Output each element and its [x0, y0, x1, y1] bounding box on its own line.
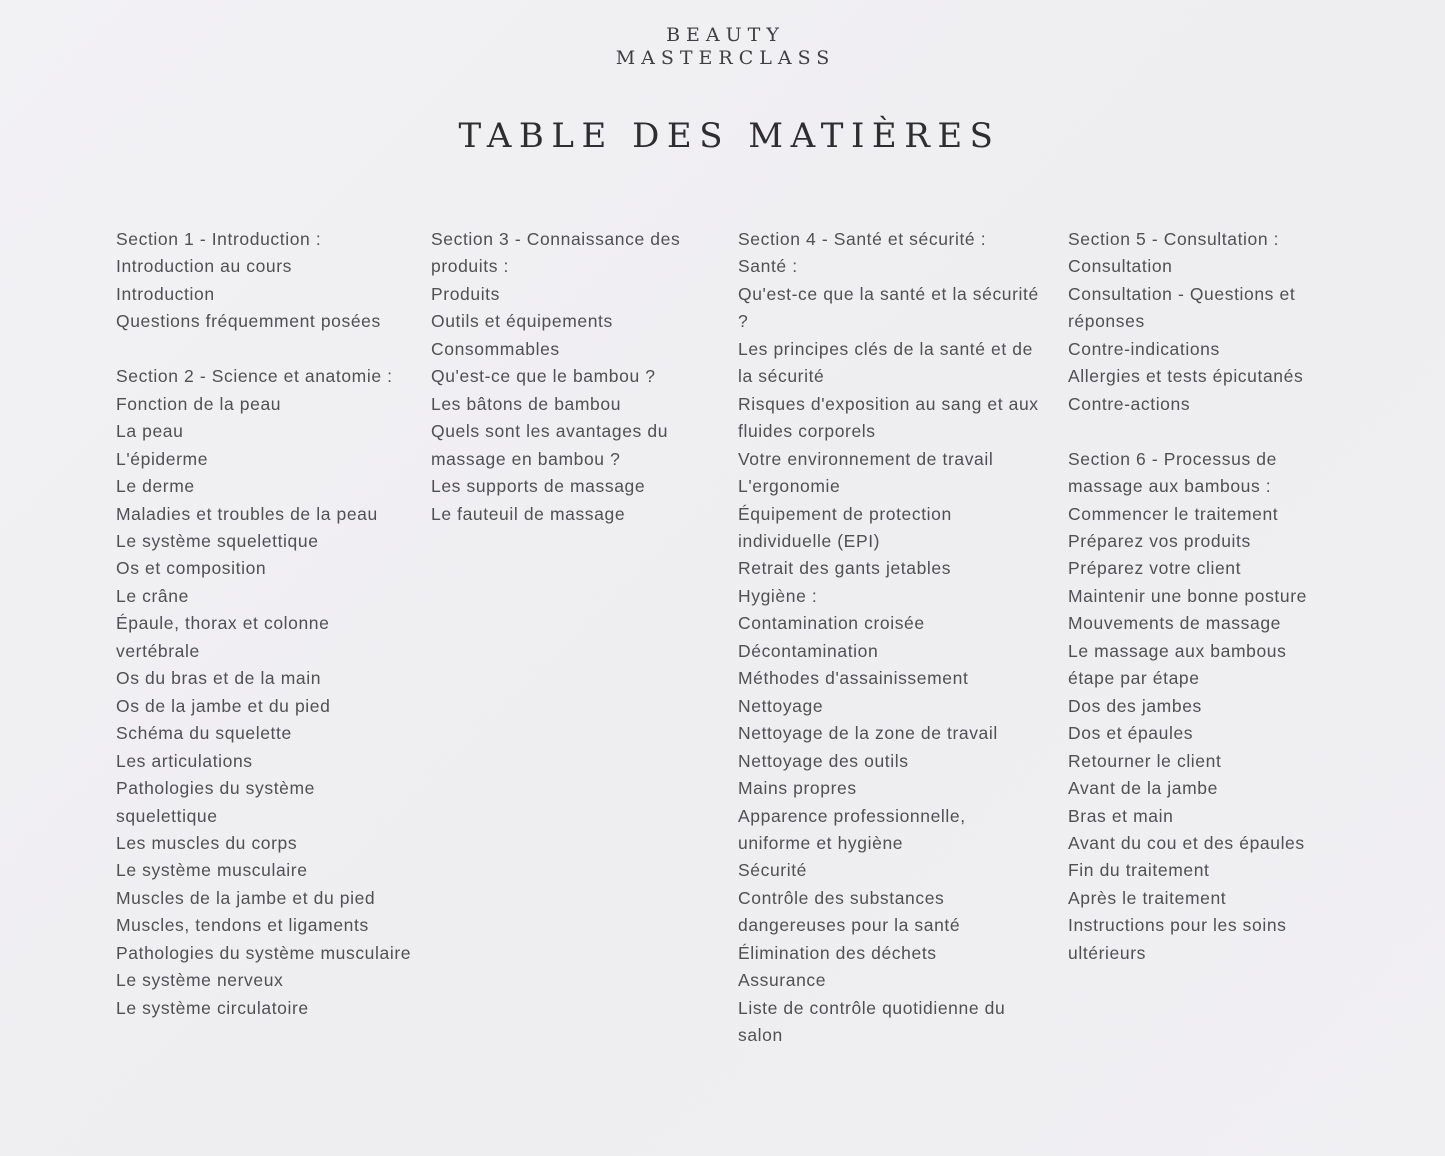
- section-heading: Section 1 - Introduction :: [116, 229, 322, 249]
- toc-entry: Dos et épaules: [1068, 723, 1194, 744]
- toc-entry: Consultation: [1068, 256, 1173, 277]
- toc-entry: Pathologies du système squelettique: [116, 778, 316, 826]
- toc-entry: La peau: [116, 421, 184, 442]
- toc-entry: Les principes clés de la santé et de la sécurité: [738, 338, 1033, 387]
- toc-entry: Introduction au cours: [116, 256, 293, 277]
- toc-section: [1068, 226, 1338, 418]
- toc-entry: Schéma du squelette: [116, 723, 292, 744]
- section-heading: Section 6 - Processus de massage aux bambous :: [1068, 448, 1277, 497]
- toc-entry: Risques d'exposition au sang et aux fluides corporels: [738, 393, 1039, 442]
- toc-entry: Le massage aux bambous étape par étape: [1068, 640, 1287, 689]
- toc-entry: Introduction: [116, 283, 215, 304]
- toc-section: [1068, 446, 1338, 968]
- toc-entry: Avant de la jambe: [1068, 778, 1218, 799]
- toc-entry: Qu'est-ce que la santé et la sécurité ?: [738, 283, 1039, 332]
- toc-entry: Avant du cou et des épaules: [1068, 832, 1305, 853]
- toc-entry: Nettoyage de la zone de travail: [738, 723, 998, 744]
- section-heading: Section 4 - Santé et sécurité :: [738, 229, 987, 249]
- toc-entry: Consultation - Questions et réponses: [1068, 283, 1296, 332]
- toc-entry: Le derme: [116, 476, 195, 497]
- toc-column-2: [431, 226, 721, 528]
- brand-line-2: MASTERCLASS: [615, 47, 836, 69]
- brand-line-1: BEAUTY: [666, 24, 785, 46]
- toc-entry: Os et composition: [116, 558, 267, 579]
- toc-entry: Les supports de massage: [431, 476, 646, 497]
- toc-entry: Commencer le traitement: [1068, 503, 1279, 524]
- toc-section: [431, 226, 721, 528]
- toc-entry: Nettoyage: [738, 695, 824, 716]
- toc-entry: Dos des jambes: [1068, 695, 1202, 716]
- toc-column-3: [738, 226, 1043, 1050]
- section-heading: Section 5 - Consultation :: [1068, 229, 1280, 249]
- toc-entry: L'ergonomie: [738, 476, 841, 497]
- toc-entry: Le système musculaire: [116, 860, 308, 881]
- toc-entry: Allergies et tests épicutanés: [1068, 366, 1304, 387]
- toc-entry: Fin du traitement: [1068, 860, 1210, 881]
- toc-entry: Décontamination: [738, 640, 879, 661]
- toc-entry: Préparez vos produits: [1068, 530, 1251, 551]
- toc-entry: Mains propres: [738, 778, 857, 799]
- toc-entry: Le crâne: [116, 585, 189, 606]
- toc-column-1: [116, 226, 416, 1022]
- toc-entry: Épaule, thorax et colonne vertébrale: [116, 613, 330, 661]
- toc-entry: Préparez votre client: [1068, 558, 1242, 579]
- toc-entry: Muscles, tendons et ligaments: [116, 915, 369, 936]
- toc-entry: Quels sont les avantages du massage en bambou ?: [431, 421, 669, 469]
- toc-entry: Le système nerveux: [116, 970, 284, 991]
- toc-section: [116, 363, 416, 1022]
- toc-entry: Bras et main: [1068, 805, 1174, 826]
- toc-entry: Le fauteuil de massage: [431, 503, 626, 524]
- toc-entry: Contre-indications: [1068, 338, 1220, 359]
- toc-entry: Muscles de la jambe et du pied: [116, 887, 376, 908]
- toc-entry: Après le traitement: [1068, 887, 1227, 908]
- toc-entry: Méthodes d'assainissement: [738, 668, 969, 689]
- toc-entry: Maintenir une bonne posture: [1068, 585, 1307, 606]
- toc-entry: Retourner le client: [1068, 750, 1222, 771]
- toc-entry: Hygiène :: [738, 585, 818, 606]
- toc-entry: Apparence professionnelle, uniforme et hygiène: [738, 805, 966, 853]
- toc-entry: Sécurité: [738, 860, 807, 881]
- toc-entry: Maladies et troubles de la peau: [116, 503, 378, 524]
- section-heading: Section 3 - Connaissance des produits :: [431, 229, 681, 277]
- toc-entry: Assurance: [738, 970, 827, 991]
- toc-entry: Retrait des gants jetables: [738, 558, 952, 579]
- page-title: TABLE DES MATIÈRES: [458, 116, 1001, 156]
- toc-entry: Contre-actions: [1068, 393, 1191, 414]
- brand-logo: [0, 24, 1445, 70]
- toc-entry: Les muscles du corps: [116, 832, 298, 853]
- toc-entry: Mouvements de massage: [1068, 613, 1281, 634]
- toc-entry: Le système squelettique: [116, 530, 319, 551]
- toc-entry: Votre environnement de travail: [738, 448, 994, 469]
- toc-entry: Les bâtons de bambou: [431, 393, 622, 414]
- toc-entry: Consommables: [431, 338, 560, 359]
- toc-entry: Produits: [431, 283, 500, 304]
- toc-entry: Le système circulatoire: [116, 997, 309, 1018]
- toc-entry: L'épiderme: [116, 448, 209, 469]
- toc-entry: Instructions pour les soins ultérieurs: [1068, 915, 1287, 963]
- toc-entry: Qu'est-ce que le bambou ?: [431, 366, 656, 387]
- toc-entry: Questions fréquemment posées: [116, 311, 381, 332]
- toc-entry: Os du bras et de la main: [116, 668, 322, 689]
- toc-entry: Contamination croisée: [738, 613, 925, 634]
- toc-entry: Liste de contrôle quotidienne du salon: [738, 997, 1006, 1046]
- toc-section: [738, 226, 1043, 1050]
- toc-entry: Os de la jambe et du pied: [116, 695, 331, 716]
- toc-entry: Santé :: [738, 256, 798, 277]
- toc-entry: Équipement de protection individuelle (EPI): [738, 503, 952, 551]
- toc-entry: Élimination des déchets: [738, 942, 937, 963]
- toc-entry: Fonction de la peau: [116, 393, 282, 414]
- toc-entry: Outils et équipements: [431, 311, 613, 332]
- section-heading: Section 2 - Science et anatomie :: [116, 366, 393, 387]
- toc-entry: Les articulations: [116, 750, 253, 771]
- toc-entry: Nettoyage des outils: [738, 750, 909, 771]
- toc-entry: Pathologies du système musculaire: [116, 942, 412, 963]
- toc-section: [116, 226, 416, 336]
- toc-column-4: [1068, 226, 1338, 967]
- toc-entry: Contrôle des substances dangereuses pour la santé: [738, 887, 961, 936]
